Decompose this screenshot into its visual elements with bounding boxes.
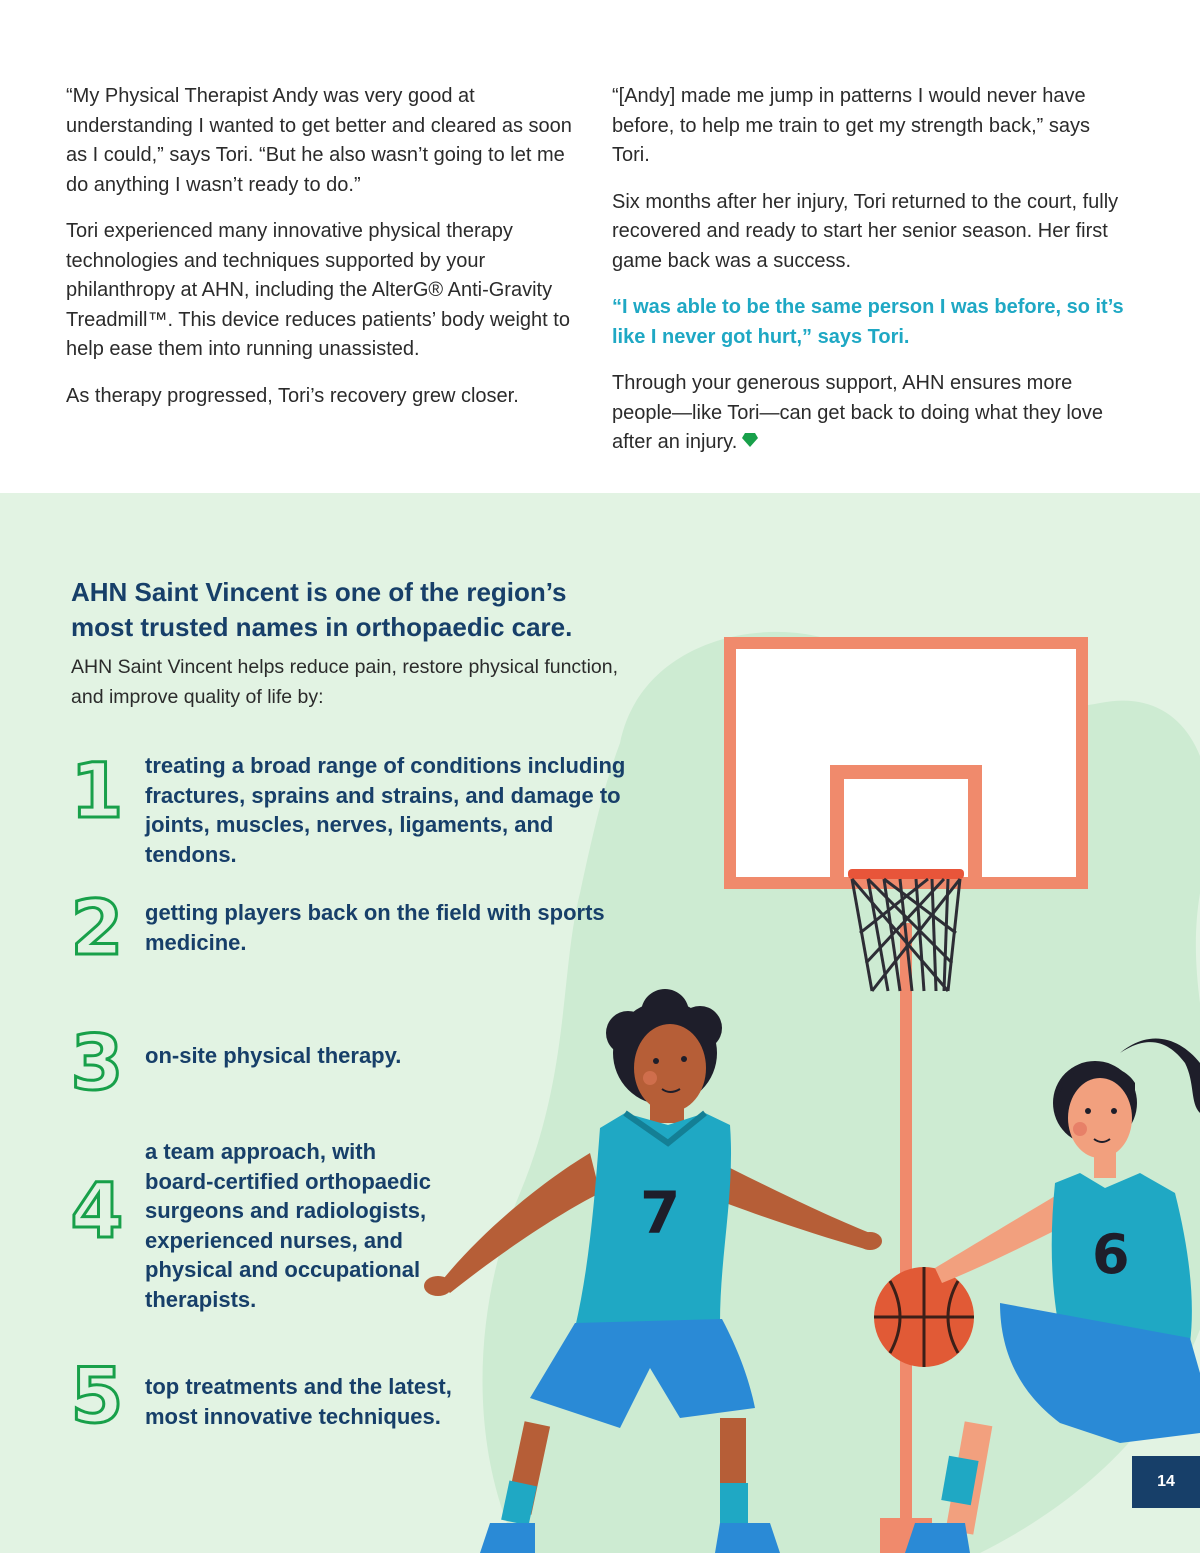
item-text: top treatments and the latest, most innovative techniques. [145, 1374, 452, 1429]
hoop-pole [900, 923, 912, 1533]
story-paragraph: Six months after her injury, Tori returned to the court, fully recovered and ready to start her senior season. Her first game back was a success. [612, 190, 1119, 272]
pull-quote: “I was able to be the same person I was before, so it’s like I never got hurt,” says Tori. [612, 296, 1124, 348]
story-paragraph: “[Andy] made me jump in patterns I would never have before, to help me train to get my strength back,” says Tori. [612, 85, 1091, 166]
item-number: 3 [70, 1018, 124, 1107]
story-right-column [612, 82, 1132, 475]
page-number: 14 [1132, 1456, 1200, 1508]
item-text: treating a broad range of conditions including fractures, sprains and strains, and damage to joints, muscles, nerves, ligaments, and tendons. [145, 753, 626, 867]
story-paragraph: “My Physical Therapist Andy was very good at understanding I wanted to get better and cleared as soon as I could,” says Tori. “But he also wasn’t going to let me do anything I wasn’t ready to do.” [66, 85, 572, 196]
closing-paragraph [612, 369, 1132, 458]
item-text: getting players back on the field with sports medicine. [145, 900, 605, 955]
item-number: 1 [70, 746, 124, 835]
closing-text: Through your generous support, AHN ensures more people—like Tori—can get back to doing what they love after an injury. [612, 372, 1104, 454]
item-text: on-site physical therapy. [145, 1043, 402, 1068]
story-paragraph: As therapy progressed, Tori’s recovery grew closer. [66, 384, 519, 407]
story-left-column [66, 82, 586, 428]
jersey-number-six: 6 [1092, 1223, 1130, 1286]
item-number: 2 [70, 883, 124, 972]
feature-section [0, 493, 1200, 1553]
hoop-rim [848, 869, 964, 879]
end-mark-icon [741, 428, 759, 458]
item-number: 4 [70, 1166, 124, 1255]
section-intro: AHN Saint Vincent helps reduce pain, restore physical function, and improve quality of life by: [71, 656, 619, 708]
basketball [874, 1267, 974, 1367]
item-text: a team approach, with board-certified orthopaedic surgeons and radiologists, experienced nurses, and physical and occupational therapists. [145, 1139, 432, 1312]
item-number: 5 [70, 1351, 124, 1440]
story-paragraph: Tori experienced many innovative physical therapy technologies and techniques supported by your philanthropy at AHN, including the AlterG® Anti-Gravity Treadmill™. This device reduces patients’ body weight to help ease them into running unassisted. [66, 220, 570, 360]
jersey-number-seven: 7 [640, 1179, 681, 1247]
section-heading: AHN Saint Vincent is one of the region’s most trusted names in orthopaedic care. [71, 577, 573, 642]
